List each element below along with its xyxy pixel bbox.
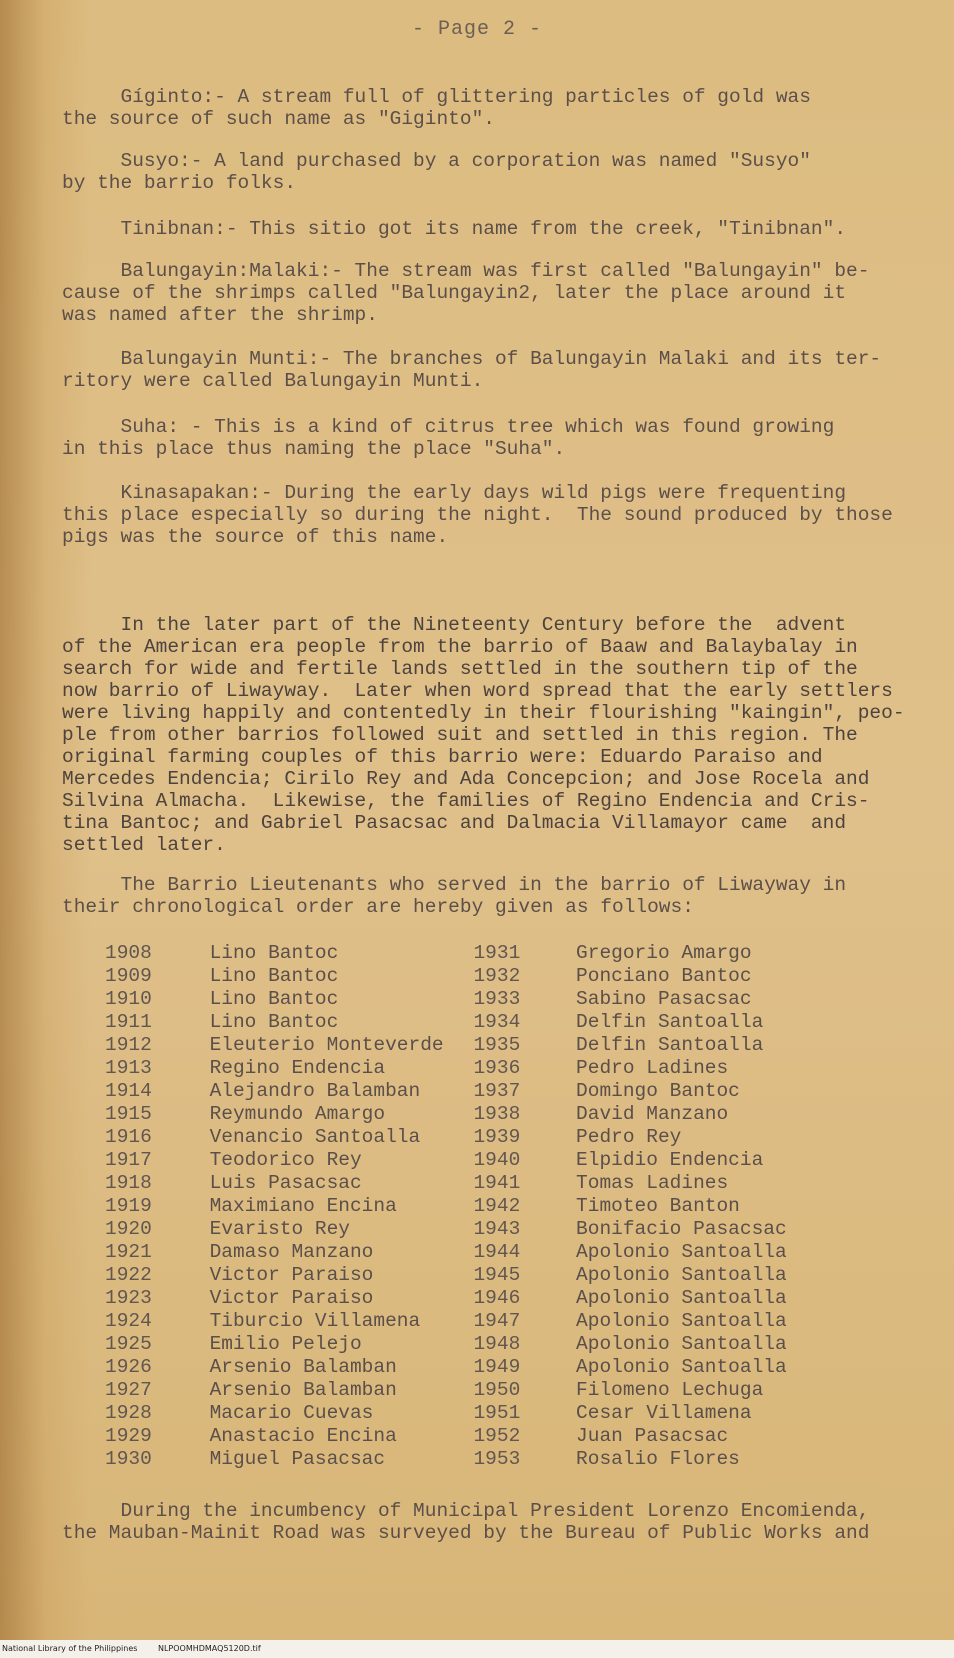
year-cell: 1930: [105, 1448, 152, 1470]
lieutenants-table: [105, 942, 825, 1471]
table-row: [105, 965, 825, 988]
name-cell: Lino Bantoc: [209, 988, 339, 1010]
year-cell: 1943: [473, 1218, 521, 1240]
name-cell: Teodorico Rey: [209, 1149, 362, 1171]
table-row: [105, 1172, 825, 1195]
paragraph-giginto: Gíginto:- A stream full of glittering particles of gold was the source of such name as "Giginto".: [62, 86, 811, 130]
name-cell: Luis Pasacsac: [209, 1172, 362, 1194]
table-row: [105, 1011, 825, 1034]
name-cell: Apolonio Santoalla: [576, 1356, 787, 1378]
year-cell: 1936: [473, 1057, 521, 1079]
year-cell: 1910: [105, 988, 152, 1010]
name-cell: Domingo Bantoc: [576, 1080, 740, 1102]
name-cell: Delfin Santoalla: [576, 1034, 764, 1056]
table-row: [105, 1264, 825, 1287]
name-cell: Bonifacio Pasacsac: [576, 1218, 787, 1240]
year-cell: 1947: [473, 1310, 521, 1332]
name-cell: Elpidio Endencia: [576, 1149, 764, 1171]
name-cell: Tiburcio Villamena: [209, 1310, 421, 1332]
name-cell: Alejandro Balamban: [209, 1080, 421, 1102]
table-row: [105, 1287, 825, 1310]
name-cell: Macario Cuevas: [209, 1402, 374, 1424]
year-cell: 1937: [473, 1080, 521, 1102]
year-cell: 1917: [105, 1149, 152, 1171]
year-cell: 1938: [473, 1103, 521, 1125]
table-row: [105, 1310, 825, 1333]
year-cell: 1922: [105, 1264, 152, 1286]
paragraph-suha: Suha: - This is a kind of citrus tree which was found growing in this place thus naming the place "Suha".: [62, 416, 835, 460]
year-cell: 1927: [105, 1379, 152, 1401]
year-cell: 1942: [473, 1195, 521, 1217]
name-cell: Lino Bantoc: [209, 965, 339, 987]
year-cell: 1926: [105, 1356, 152, 1378]
scan-caption: [0, 1640, 954, 1658]
table-row: [105, 1103, 825, 1126]
year-cell: 1945: [473, 1264, 521, 1286]
table-row: [105, 942, 825, 965]
year-cell: 1909: [105, 965, 152, 987]
year-cell: 1925: [105, 1333, 152, 1355]
name-cell: Evaristo Rey: [209, 1218, 350, 1240]
page-header: - Page 2 -: [411, 18, 543, 41]
table-row: [105, 1425, 825, 1448]
year-cell: 1932: [473, 965, 521, 987]
name-cell: Juan Pasacsac: [576, 1425, 729, 1447]
table-row: [105, 1195, 825, 1218]
year-cell: 1923: [105, 1287, 152, 1309]
name-cell: Maximiano Encina: [209, 1195, 397, 1217]
name-cell: Ponciano Bantoc: [576, 965, 752, 987]
name-cell: Apolonio Santoalla: [576, 1241, 787, 1263]
year-cell: 1916: [105, 1126, 152, 1148]
year-cell: 1928: [105, 1402, 152, 1424]
year-cell: 1933: [473, 988, 521, 1010]
table-row: [105, 1057, 825, 1080]
paragraph-balungayin-munti: Balungayin Munti:- The branches of Balungayin Malaki and its ter- ritory were called Balungayin Munti.: [62, 348, 882, 392]
name-cell: Regino Endencia: [209, 1057, 386, 1079]
paragraph-balungayin-malaki: Balungayin:Malaki:- The stream was first called "Balungayin" be- cause of the shrimps called "Balungayin2, later the place around it was named after the shrimp.: [62, 260, 870, 326]
year-cell: 1914: [105, 1080, 152, 1102]
year-cell: 1918: [105, 1172, 152, 1194]
year-cell: 1911: [105, 1011, 152, 1033]
name-cell: Rosalio Flores: [576, 1448, 740, 1470]
name-cell: Apolonio Santoalla: [576, 1333, 787, 1355]
name-cell: Emilio Pelejo: [209, 1333, 362, 1355]
table-row: [105, 988, 825, 1011]
table-row: [105, 1034, 825, 1057]
name-cell: Filomeno Lechuga: [576, 1379, 764, 1401]
year-cell: 1944: [473, 1241, 521, 1263]
name-cell: Apolonio Santoalla: [576, 1287, 787, 1309]
name-cell: Reymundo Amargo: [209, 1103, 386, 1125]
name-cell: Eleuterio Monteverde: [209, 1034, 444, 1056]
name-cell: Arsenio Balamban: [209, 1379, 397, 1401]
year-cell: 1939: [473, 1126, 521, 1148]
year-cell: 1953: [473, 1448, 521, 1470]
year-cell: 1924: [105, 1310, 152, 1332]
name-cell: Cesar Villamena: [576, 1402, 752, 1424]
year-cell: 1940: [473, 1149, 521, 1171]
year-cell: 1921: [105, 1241, 152, 1263]
year-cell: 1949: [473, 1356, 521, 1378]
name-cell: Pedro Rey: [576, 1126, 682, 1148]
year-cell: 1952: [473, 1425, 521, 1447]
name-cell: Timoteo Banton: [576, 1195, 740, 1217]
paragraph-history: In the later part of the Nineteenty Century before the advent of the American era people from the barrio of Baaw and Balaybalay in search for wide and fertile lands settled in the southern tip of the now barrio of Liwayway. Later when word spread that the early settlers were living happily and contentedly in their flourishing "kaingin", peo- ple from other barrios followed suit and settled in this region. The original farming couples of this barrio were: Eduardo Paraiso and Mercedes Endencia; Cirilo Rey and Ada Concepcion; and Jose Rocela and Silvina Almacha. Likewise, the families of Regino Endencia and Cris- tina Bantoc; and Gabriel Pasacsac and Dalmacia Villamayor came and settled later.: [62, 614, 905, 856]
name-cell: Apolonio Santoalla: [576, 1310, 787, 1332]
table-row: [105, 1356, 825, 1379]
year-cell: 1920: [105, 1218, 152, 1240]
name-cell: Miguel Pasacsac: [209, 1448, 386, 1470]
year-cell: 1946: [473, 1287, 521, 1309]
paragraph-lieutenants-intro: The Barrio Lieutenants who served in the barrio of Liwayway in their chronological order are hereby given as follows:: [62, 874, 847, 918]
name-cell: Victor Paraiso: [209, 1287, 374, 1309]
year-cell: 1935: [473, 1034, 521, 1056]
paragraph-tinibnan: Tinibnan:- This sitio got its name from the creek, "Tinibnan".: [62, 218, 847, 240]
table-row: [105, 1218, 825, 1241]
year-cell: 1929: [105, 1425, 152, 1447]
paragraph-susyo: Susyo:- A land purchased by a corporation was named "Susyo" by the barrio folks.: [62, 150, 811, 194]
name-cell: Arsenio Balamban: [209, 1356, 397, 1378]
year-cell: 1908: [105, 942, 152, 964]
name-cell: Damaso Manzano: [209, 1241, 374, 1263]
table-row: [105, 1080, 825, 1103]
name-cell: Pedro Ladines: [576, 1057, 729, 1079]
name-cell: Victor Paraiso: [209, 1264, 374, 1286]
year-cell: 1919: [105, 1195, 152, 1217]
library-name: National Library of the Philippines: [2, 1644, 138, 1653]
name-cell: Anastacio Encina: [209, 1425, 397, 1447]
year-cell: 1950: [473, 1379, 521, 1401]
table-row: [105, 1126, 825, 1149]
name-cell: David Manzano: [576, 1103, 729, 1125]
year-cell: 1912: [105, 1034, 152, 1056]
year-cell: 1934: [473, 1011, 521, 1033]
year-cell: 1915: [105, 1103, 152, 1125]
paragraph-closing: During the incumbency of Municipal President Lorenzo Encomienda, the Mauban-Mainit Road was surveyed by the Bureau of Public Works and: [62, 1500, 870, 1544]
table-row: [105, 1241, 825, 1264]
name-cell: Tomas Ladines: [576, 1172, 729, 1194]
year-cell: 1948: [473, 1333, 521, 1355]
year-cell: 1941: [473, 1172, 521, 1194]
name-cell: Gregorio Amargo: [576, 942, 752, 964]
table-row: [105, 1379, 825, 1402]
name-cell: Delfin Santoalla: [576, 1011, 764, 1033]
name-cell: Lino Bantoc: [209, 1011, 339, 1033]
year-cell: 1951: [473, 1402, 521, 1424]
name-cell: Sabino Pasacsac: [576, 988, 752, 1010]
name-cell: Apolonio Santoalla: [576, 1264, 787, 1286]
paragraph-kinasapakan: Kinasapakan:- During the early days wild pigs were frequenting this place especially so during the night. The sound produced by those pigs was the source of this name.: [62, 482, 893, 548]
table-row: [105, 1448, 825, 1471]
file-name: NLPOOMHDMAQ5120D.tif: [157, 1644, 261, 1653]
year-cell: 1913: [105, 1057, 152, 1079]
table-row: [105, 1402, 825, 1425]
name-cell: Lino Bantoc: [209, 942, 339, 964]
name-cell: Venancio Santoalla: [209, 1126, 421, 1148]
table-row: [105, 1149, 825, 1172]
table-row: [105, 1333, 825, 1356]
year-cell: 1931: [473, 942, 521, 964]
